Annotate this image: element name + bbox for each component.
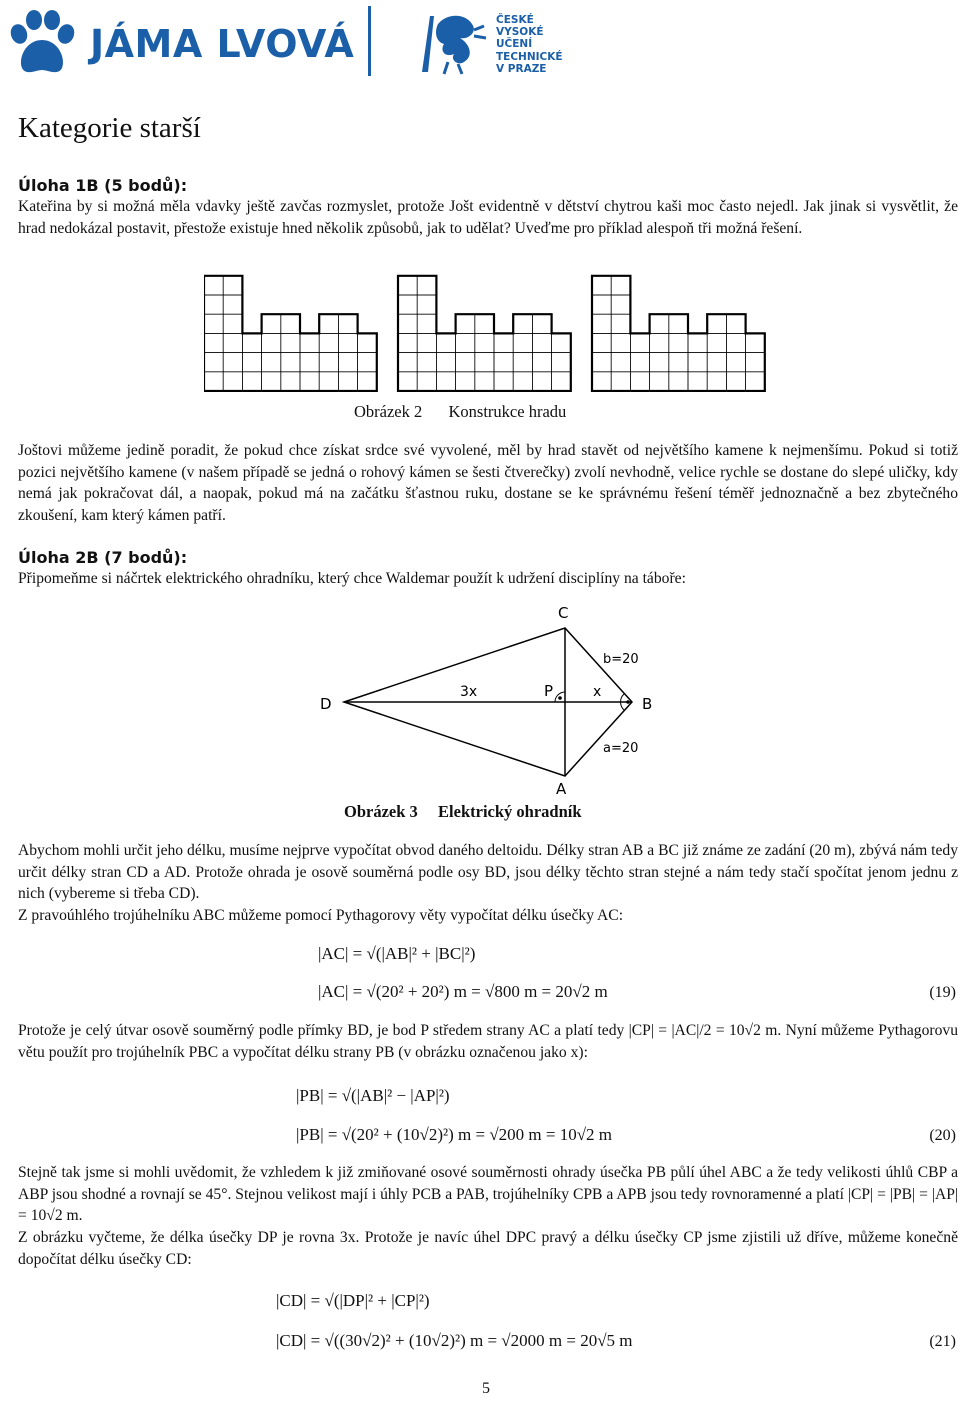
figure2-label: Obrázek 2 [354, 402, 423, 421]
castle-cell [398, 372, 417, 391]
castle-cell [204, 372, 223, 391]
page-number: 5 [482, 1380, 490, 1397]
castle-cell [417, 314, 436, 333]
castle-cell [726, 314, 745, 333]
castle-cell [319, 353, 338, 372]
castle-cell [726, 372, 745, 391]
castle-figure [204, 274, 778, 392]
castle-cell [475, 372, 494, 391]
label-B: B [642, 695, 653, 713]
castle-cell [223, 314, 242, 333]
castle-cell [319, 314, 338, 333]
section-title: Kategorie starší [18, 112, 201, 144]
castle-cell [319, 372, 338, 391]
task2-p1: Abychom mohli určit jeho délku, musíme nejprve vypočítat obvod daného deltoidu. Délky stran AB a BC již známe ze zadání (20 m), zbývá nám tedy určit délky stran CD a AD. Protože ohrada je osově souměrná podle osy BD, jsou délky těchto stran stejné a nám tedy stačí spočítat jenom jednu z nich (vybereme si třeba CD). [18, 842, 958, 902]
castle-cell [611, 353, 630, 372]
castle-cell [726, 333, 745, 352]
label-b20: b=20 [603, 652, 639, 667]
castle-cell [611, 295, 630, 314]
castle-cell [223, 353, 242, 372]
castle-cell [456, 333, 475, 352]
castle-cell [281, 314, 300, 333]
castle-cell [592, 314, 611, 333]
castle-cell [262, 333, 281, 352]
eq19-line1: |AC| = √(|AB|² + |BC|²) [318, 944, 476, 963]
castle-cell [358, 372, 377, 391]
castle-cell [611, 372, 630, 391]
eq21-number: (21) [929, 1333, 956, 1350]
castle-cell [436, 333, 455, 352]
fence-figure [300, 596, 680, 802]
figure3-label: Obrázek 3 [344, 802, 418, 821]
castle-cell [300, 333, 319, 352]
label-A: A [556, 780, 567, 798]
castle-cell [417, 333, 436, 352]
castle-cell [436, 353, 455, 372]
castle-cell [242, 372, 261, 391]
castle-cell [417, 372, 436, 391]
eq20-line2: |PB| = √(20² + (10√2)²) m = √200 m = 10√2 m [296, 1125, 613, 1144]
castle-cell [436, 372, 455, 391]
header [0, 0, 960, 90]
castle-cell [456, 353, 475, 372]
castle-cell [242, 333, 261, 352]
task1-after: Joštovi můžeme jedině poradit, že pokud chce získat srdce své vyvolené, měl by hrad stavět od největšího kamene k nejmenšímu. Pokud si totiž pozici největšího kamene (v našem případě se jedná o rohový kámen se šesti čtverečky) zvolí nevhodně, velice rychle se dostane do slepé uličky, kdy nemá jak pokračovat dál, a naopak, pokud má na začátku šťastnou ruku, dostane se ke správnému řešení téměř jednoznačně a bez zbytečného zkoušení, kam který kámen patří. [18, 442, 958, 524]
castle-cell [513, 372, 532, 391]
label-P: P [544, 682, 554, 700]
task2-p3: Protože je celý útvar osově souměrný podle přímky BD, je bod P středem strany AC a platí tedy |CP| = |AC|/2 = 10√2 m. Nyní můžeme Pythagorovu větu použít pro trojúhelník PBC a vypočítat délku strany PB (v obrázku označenou jako x): [18, 1022, 958, 1061]
eq21-line1: |CD| = √(|DP|² + |CP|²) [276, 1291, 430, 1310]
castle-cell [592, 353, 611, 372]
castle-cell [475, 353, 494, 372]
castle-cell [669, 314, 688, 333]
castle-cell [204, 333, 223, 352]
task2-p5: Z obrázku vyčteme, že délka úsečky DP je rovna 3x. Protože je navíc úhel DPC pravý a délku úsečky CP jsme zjistili už dříve, můžeme konečně dopočítat délku úsečky CD: [18, 1229, 958, 1268]
castle-cell [281, 353, 300, 372]
castle-cell [592, 333, 611, 352]
paw-icon [6, 8, 78, 80]
castle-cell [338, 333, 357, 352]
castle-cell [223, 333, 242, 352]
logo-text: JÁMA LVOVÁ [90, 22, 355, 66]
castle-cell [611, 314, 630, 333]
castle-cell [319, 333, 338, 352]
task1-intro: Kateřina by si možná měla vdavky ještě zavčas rozmyslet, protože Jošt evidentně v dětství chytrou kaši moc často nejedl. Jak jinak si vysvětlit, že hrad nedokázal postavit, přestože existuje hned několik způsobů, jak to udělat? Uveďme pro příklad alespoň tři možná řešení. [18, 198, 958, 237]
label-3x: 3x [460, 684, 478, 700]
castle-cell [611, 333, 630, 352]
castle-cell [688, 333, 707, 352]
castle-cell [417, 353, 436, 372]
castle-cell [417, 276, 436, 295]
castle-cell [513, 353, 532, 372]
castle-cell [669, 353, 688, 372]
castle-cell [281, 333, 300, 352]
castle-cell [688, 372, 707, 391]
castle-cell [494, 333, 513, 352]
castle-cell [592, 372, 611, 391]
task2-p4: Stejně tak jsme si mohli uvědomit, že vzhledem k již zmiňované osové souměrnosti ohrady úsečka PB půlí úhel ABC a že tedy velikosti úhlů CBP a ABP jsou shodné a rovnají se 45°. Stejnou velikost mají i úhly PCB a PAB, trojúhelníky CPB a APB jsou tedy rovnoramenné a platí |CP| = |PB| = |AP| = 10√2 m. [18, 1164, 958, 1224]
label-x: x [593, 684, 602, 700]
castle-cell [338, 314, 357, 333]
castle-cell [513, 333, 532, 352]
castle-cell [707, 333, 726, 352]
task2-intro: Připomeňme si náčrtek elektrického ohradníku, který chce Waldemar použít k udržení disciplíny na táboře: [18, 570, 686, 587]
castle-cell [223, 295, 242, 314]
castle-cell [669, 333, 688, 352]
task2-p2: Z pravoúhlého trojúhelníku ABC můžeme pomocí Pythagorovy věty vypočítat délku úsečky AC: [18, 907, 624, 924]
castle-cell [746, 353, 765, 372]
castle-cell [204, 353, 223, 372]
castle-cell [746, 372, 765, 391]
castle-cell [650, 314, 669, 333]
figure3-caption [344, 802, 582, 822]
castle-cell [398, 295, 417, 314]
castle-cell [358, 353, 377, 372]
castle-cell [630, 372, 649, 391]
castle-cell [223, 372, 242, 391]
castle-cell [650, 333, 669, 352]
castle-cell [494, 372, 513, 391]
castle-cell [688, 353, 707, 372]
castle-cell [338, 353, 357, 372]
castle-cell [592, 295, 611, 314]
cvut-text: ČESKÉ VYSOKÉ UČENÍ TECHNICKÉ V PRAZE [496, 14, 563, 75]
castle-cell [650, 372, 669, 391]
castle-cell [707, 372, 726, 391]
task2-heading: Úloha 2B (7 bodů): [18, 548, 188, 567]
castle-cell [338, 372, 357, 391]
castle-cell [204, 295, 223, 314]
castle-cell [707, 314, 726, 333]
castle-cell [630, 353, 649, 372]
castle-cell [494, 353, 513, 372]
castle-cell [204, 314, 223, 333]
castle-cell [281, 372, 300, 391]
castle-cell [630, 333, 649, 352]
castle-cell [552, 333, 571, 352]
castle-cell [262, 353, 281, 372]
castle-cell [223, 276, 242, 295]
castle-cell [358, 333, 377, 352]
castle-cell [669, 372, 688, 391]
castle-cell [552, 353, 571, 372]
castle-cell [513, 314, 532, 333]
castle-cell [532, 353, 551, 372]
label-C: C [558, 604, 569, 622]
castle-cell [532, 314, 551, 333]
castle-cell [592, 276, 611, 295]
castle-cell [456, 372, 475, 391]
cvut-lion-logo [414, 10, 488, 76]
castle-cell [532, 372, 551, 391]
castle-cell [650, 353, 669, 372]
castle-cell [300, 353, 319, 372]
castle-cell [456, 314, 475, 333]
castle-cell [300, 372, 319, 391]
castle-cell [726, 353, 745, 372]
castle-cell [398, 314, 417, 333]
eq19-line2: |AC| = √(20² + 20²) m = √800 m = 20√2 m [318, 982, 608, 1001]
figure2-caption [354, 402, 566, 422]
label-a20: a=20 [603, 741, 639, 756]
eq21-line2: |CD| = √((30√2)² + (10√2)²) m = √2000 m = 20√5 m [276, 1331, 633, 1350]
header-divider [368, 6, 371, 76]
castle-cell [475, 333, 494, 352]
castle-cell [262, 314, 281, 333]
castle-cell [552, 372, 571, 391]
castle-cell [398, 276, 417, 295]
castle-cell [746, 333, 765, 352]
castle-cell [707, 353, 726, 372]
castle-cell [475, 314, 494, 333]
castle-cell [532, 333, 551, 352]
figure2-title: Konstrukce hradu [448, 402, 567, 421]
eq19-number: (19) [929, 984, 956, 1001]
eq20-line1: |PB| = √(|AB|² − |AP|²) [296, 1086, 450, 1105]
label-D: D [320, 695, 332, 713]
castle-cell [262, 372, 281, 391]
figure3-title: Elektrický ohradník [438, 802, 582, 821]
castle-cell [417, 295, 436, 314]
eq20-number: (20) [929, 1127, 956, 1144]
castle-cell [398, 333, 417, 352]
task1-heading: Úloha 1B (5 bodů): [18, 176, 188, 195]
castle-cell [204, 276, 223, 295]
castle-cell [398, 353, 417, 372]
castle-cell [611, 276, 630, 295]
castle-cell [242, 353, 261, 372]
